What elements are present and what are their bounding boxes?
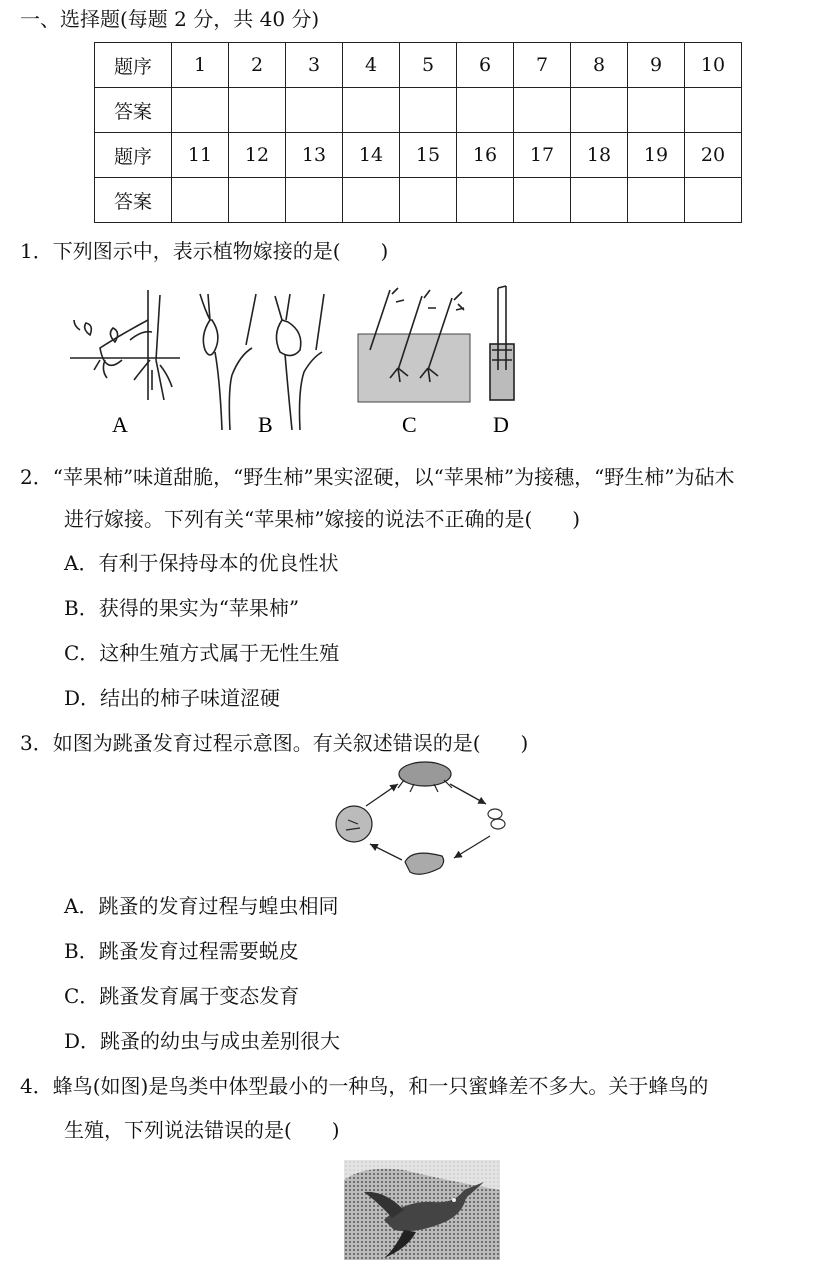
answer-cell[interactable] [229,178,286,223]
table-cell: 17 [514,133,571,178]
q1-figure [60,280,540,440]
answer-cell[interactable] [685,178,742,223]
table-row [95,43,742,88]
adult-flea [398,762,452,792]
answer-cell[interactable] [343,178,400,223]
table-cell: 10 [685,43,742,88]
branch-grafting-illustration [490,286,514,400]
table-cell: 20 [685,133,742,178]
answer-cell[interactable] [628,178,685,223]
q2-option-a[interactable]: A．有利于保持母本的优良性状 [64,551,339,575]
option-a-label: A [112,412,128,437]
answer-cell[interactable] [172,178,229,223]
answer-cell[interactable] [457,178,514,223]
q3-option-c[interactable]: C．跳蚤发育属于变态发育 [64,984,300,1008]
answer-table [94,42,742,223]
q3-option-b[interactable]: B．跳蚤发育过程需要蜕皮 [64,939,299,963]
question-1-stem: 1．下列图示中，表示植物嫁接的是( ) [20,239,389,263]
question-3-stem: 3．如图为跳蚤发育过程示意图。有关叙述错误的是( ) [20,731,529,755]
table-cell: 16 [457,133,514,178]
answer-cell[interactable] [286,178,343,223]
answer-cell[interactable] [571,178,628,223]
table-cell: 6 [457,43,514,88]
table-cell: 15 [400,133,457,178]
row-label-question: 题序 [95,133,172,178]
question-4-stem-line1: 4．蜂鸟(如图)是鸟类中体型最小的一种鸟，和一只蜜蜂差不多大。关于蜂鸟的 [20,1074,709,1098]
bud-grafting-illustration [200,294,324,430]
answer-cell[interactable] [400,178,457,223]
row-label-answer: 答案 [95,88,172,133]
answer-cell[interactable] [286,88,343,133]
q3-option-a[interactable]: A．跳蚤的发育过程与蝗虫相同 [64,894,339,918]
table-cell: 7 [514,43,571,88]
question-4-stem-line2: 生殖，下列说法错误的是( ) [64,1118,340,1142]
answer-cell[interactable] [571,88,628,133]
option-d-label: D [493,412,509,437]
table-cell: 12 [229,133,286,178]
table-cell: 14 [343,133,400,178]
question-2-stem-line2: 进行嫁接。下列有关“苹果柿”嫁接的说法不正确的是( ) [64,507,581,531]
egg-stage [488,809,505,829]
q2-option-d[interactable]: D．结出的柿子味道涩硬 [64,686,281,710]
table-cell: 1 [172,43,229,88]
table-row [95,178,742,223]
row-label-question: 题序 [95,43,172,88]
question-2-stem-line1: 2．“苹果柿”味道甜脆，“野生柿”果实涩硬，以“苹果柿”为接穗，“野生柿”为砧木 [20,465,735,489]
layering-illustration [70,290,180,400]
table-cell: 19 [628,133,685,178]
table-cell: 8 [571,43,628,88]
table-cell: 18 [571,133,628,178]
q3-option-d[interactable]: D．跳蚤的幼虫与成虫差别很大 [64,1029,341,1053]
answer-cell[interactable] [628,88,685,133]
answer-cell[interactable] [514,178,571,223]
table-cell: 13 [286,133,343,178]
q2-option-c[interactable]: C．这种生殖方式属于无性生殖 [64,641,340,665]
row-label-answer: 答案 [95,178,172,223]
table-cell: 11 [172,133,229,178]
answer-cell[interactable] [343,88,400,133]
answer-cell[interactable] [400,88,457,133]
answer-cell[interactable] [685,88,742,133]
option-b-label: B [258,412,273,437]
table-cell: 5 [400,43,457,88]
option-c-label: C [402,412,417,437]
answer-cell[interactable] [172,88,229,133]
table-cell: 4 [343,43,400,88]
section-title: 一、选择题(每题 2 分，共 40 分) [20,7,320,31]
table-row [95,133,742,178]
answer-cell[interactable] [514,88,571,133]
table-cell: 2 [229,43,286,88]
answer-cell[interactable] [229,88,286,133]
larva-stage [405,853,444,874]
table-cell: 3 [286,43,343,88]
q2-option-b[interactable]: B．获得的果实为“苹果柿” [64,596,300,620]
pupa-stage [336,806,372,842]
table-row [95,88,742,133]
answer-cell[interactable] [457,88,514,133]
soil-box [358,334,470,402]
hummingbird-photo [344,1160,500,1260]
flea-lifecycle-diagram [330,760,520,885]
table-cell: 9 [628,43,685,88]
